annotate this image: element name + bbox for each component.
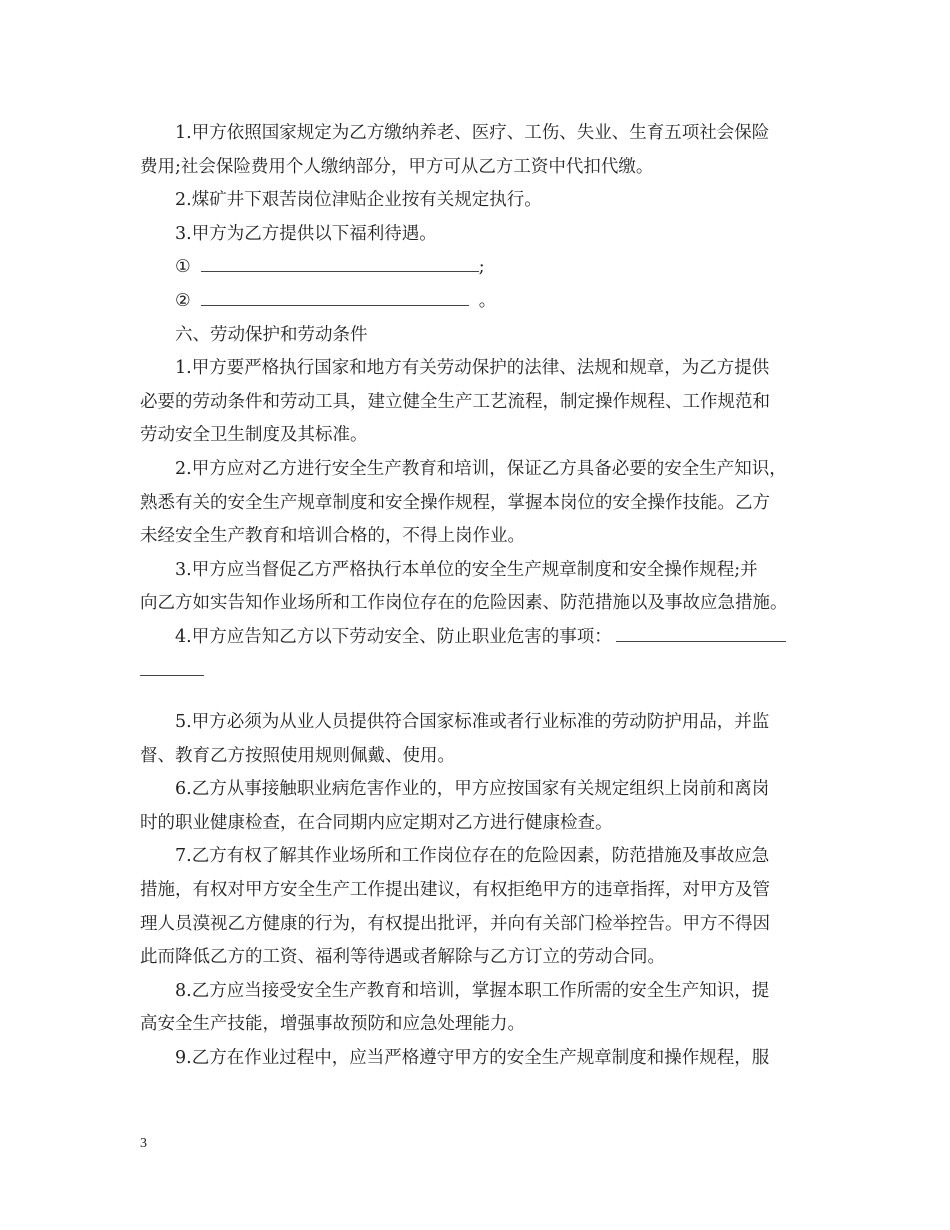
paragraph-line: 9.乙方在作业过程中，应当严格遵守甲方的安全生产规章制度和操作规程，服: [175, 1048, 770, 1069]
document-body: [140, 117, 820, 1076]
paragraph-line: 7.乙方有权了解其作业场所和工作岗位存在的危险因素，防范措施及事故应急: [175, 846, 770, 867]
paragraph-line: 8.乙方应当接受安全生产教育和培训，掌握本职工作所需的安全生产知识，提: [175, 980, 770, 1001]
paragraph-line: 1.甲方依照国家规定为乙方缴纳养老、医疗、工伤、失业、生育五项社会保险: [175, 123, 770, 143]
item-suffix: ;: [478, 257, 485, 278]
paragraph-line: 费用;社会保险费用个人缴纳部分，甲方可从乙方工资中代扣代缴。: [140, 156, 654, 177]
item-suffix: 。: [478, 290, 497, 311]
paragraph-line: 5.甲方必须为从业人员提供符合国家标准或者行业标准的劳动防护用品，并监: [175, 712, 770, 733]
paragraph-line: 6.乙方从事接触职业病危害作业的，甲方应按国家有关规定组织上岗前和离岗: [175, 779, 770, 800]
paragraph-line: 1.甲方要严格执行国家和地方有关劳动保护的法律、法规和规章，为乙方提供: [175, 358, 770, 379]
paragraph-line: 未经安全生产教育和培训合格的，不得上岗作业。: [140, 526, 525, 547]
paragraph-line: [140, 621, 820, 655]
paragraph-line: 措施，有权对甲方安全生产工作提出建议，有权拒绝甲方的违章指挥，对甲方及管: [140, 880, 770, 901]
fill-in-blank: [616, 623, 786, 642]
section-heading: 六、劳动保护和劳动条件: [175, 324, 368, 345]
paragraph-line: 必要的劳动条件和劳动工具，建立健全生产工艺流程，制定操作规程、工作规范和: [140, 391, 770, 412]
paragraph-line: 时的职业健康检查，在合同期内应定期对乙方进行健康检查。: [140, 812, 613, 833]
page-number: 3: [140, 1136, 147, 1151]
welfare-item-1: [140, 251, 820, 285]
paragraph-line: 3.甲方为乙方提供以下福利待遇。: [175, 223, 437, 244]
paragraph-line: 向乙方如实告知作业场所和工作岗位存在的危险因素、防范措施以及事故应急措施。: [140, 593, 788, 614]
fill-in-blank: [140, 657, 204, 676]
blank-continuation-line: [140, 655, 820, 689]
paragraph-line: 劳动安全卫生制度及其标准。: [140, 425, 368, 446]
item-marker: ①: [175, 257, 191, 278]
item-marker: ②: [175, 290, 191, 311]
fill-in-blank: [201, 254, 479, 273]
paragraph-line: 此而降低乙方的工资、福利等待遇或者解除与乙方订立的劳动合同。: [140, 947, 665, 968]
paragraph-line: 督、教育乙方按照使用规则佩戴、使用。: [140, 745, 455, 766]
paragraph-line: 理人员漠视乙方健康的行为，有权提出批评，并向有关部门检举控告。甲方不得因: [140, 913, 770, 934]
paragraph-line: 2.甲方应对乙方进行安全生产教育和培训，保证乙方具备必要的安全生产知识，: [175, 458, 787, 479]
fill-in-blank: [201, 287, 469, 306]
paragraph-line: 3.甲方应当督促乙方严格执行本单位的安全生产规章制度和安全操作规程;并: [175, 559, 758, 580]
paragraph-text: 4.甲方应告知乙方以下劳动安全、防止职业危害的事项：: [175, 626, 612, 647]
welfare-item-2: [140, 285, 820, 319]
paragraph-line: 高安全生产技能，增强事故预防和应急处理能力。: [140, 1014, 525, 1035]
paragraph-line: 2.煤矿井下艰苦岗位津贴企业按有关规定执行。: [175, 190, 542, 211]
paragraph-line: 熟悉有关的安全生产规章制度和安全操作规程，掌握本岗位的安全操作技能。乙方: [140, 492, 770, 513]
